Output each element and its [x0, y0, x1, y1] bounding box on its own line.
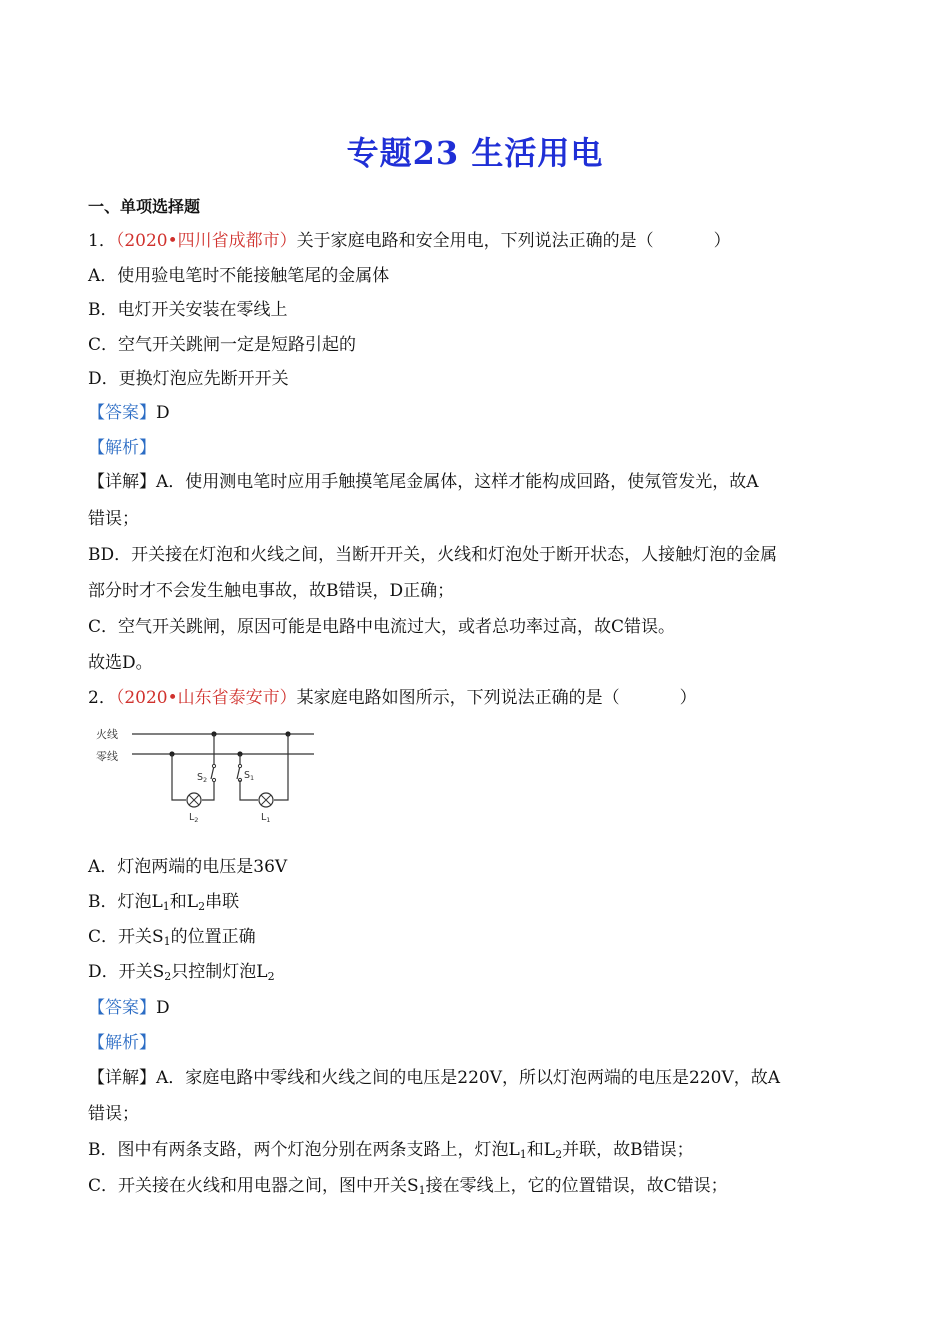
detail-line: 错误； [88, 1104, 139, 1124]
answer-line [88, 996, 170, 1020]
answer-value: D [156, 403, 170, 423]
lamp-l1-label: $L_1$ [261, 812, 271, 824]
switch-s1-label: $S_1$ [244, 770, 255, 782]
branch-wire [172, 754, 186, 800]
option-c: C．空气开关跳闸一定是短路引起的 [88, 335, 357, 355]
live-wire-label: 火线 [96, 728, 118, 741]
detail-line: 部分时才不会发生触电事故，故B错误，D正确； [88, 581, 455, 601]
detail-line: 故选D。 [88, 653, 153, 673]
question-text: 关于家庭电路和安全用电，下列说法正确的是（ [296, 231, 654, 251]
answer-value: D [156, 998, 170, 1018]
question-1-stem: 1．（2020•四川省成都市）关于家庭电路和安全用电，下列说法正确的是（ ） [88, 231, 731, 251]
question-2-stem: 2．（2020•山东省泰安市）某家庭电路如图所示，下列说法正确的是（ ） [88, 688, 697, 708]
detail-line: 【详解】A．家庭电路中零线和火线之间的电压是220V，所以灯泡两端的电压是220V，故A [88, 1068, 781, 1088]
switch-contact [238, 764, 241, 767]
detail-line: C．开关接在火线和用电器之间，图中开关$S_1$接在零线上，它的位置错误，故C错误； [88, 1176, 728, 1197]
detail-line: 错误； [88, 509, 139, 529]
answer-tag: 【答案】 [88, 998, 156, 1018]
detail-line: B．图中有两条支路，两个灯泡分别在两条支路上，灯泡$L_1$和$L_2$并联，故B错误； [88, 1140, 694, 1161]
branch-wire [240, 780, 258, 800]
question-text: 某家庭电路如图所示，下列说法正确的是（ [296, 688, 620, 708]
option-d: D．开关$S_2$只控制灯泡$L_2$ [88, 962, 275, 983]
question-number: 2． [88, 688, 116, 708]
detail-line: C．空气开关跳闸，原因可能是电路中电流过大，或者总功率过高，故C错误。 [88, 617, 676, 637]
circuit-diagram [92, 722, 322, 824]
question-number: 1． [88, 231, 116, 251]
analysis-tag: 【解析】 [88, 438, 156, 458]
option-a: A．灯泡两端的电压是36V [88, 857, 288, 877]
switch-contact [212, 764, 215, 767]
detail-line: BD．开关接在灯泡和火线之间，当断开开关，火线和灯泡处于断开状态，人接触灯泡的金属 [88, 545, 778, 565]
section-heading: 一、单项选择题 [88, 197, 201, 216]
analysis-tag: 【解析】 [88, 1033, 156, 1053]
switch-contact [212, 778, 215, 781]
switch-s2-label: $S_2$ [197, 772, 208, 784]
option-b: B．电灯开关安装在零线上 [88, 300, 288, 320]
option-a: A．使用验电笔时不能接触笔尾的金属体 [88, 266, 390, 286]
answer-line [88, 401, 170, 425]
answer-tag: 【答案】 [88, 403, 156, 423]
detail-line: 【详解】A．使用测电笔时应用手触摸笔尾金属体，这样才能构成回路，使氖管发光，故A [88, 472, 759, 492]
branch-wire [274, 734, 288, 800]
question-source: （2020•四川省成都市） [115, 231, 297, 251]
question-source: （2020•山东省泰安市） [115, 688, 297, 708]
lamp-l2-label: $L_2$ [189, 812, 199, 824]
page-title: 专题23 生活用电 [346, 134, 604, 172]
neutral-wire-label: 零线 [96, 750, 118, 763]
option-b: B．灯泡$L_1$和$L_2$串联 [88, 892, 240, 913]
option-c: C．开关$S_1$的位置正确 [88, 927, 256, 948]
option-d: D．更换灯泡应先断开开关 [88, 369, 289, 389]
